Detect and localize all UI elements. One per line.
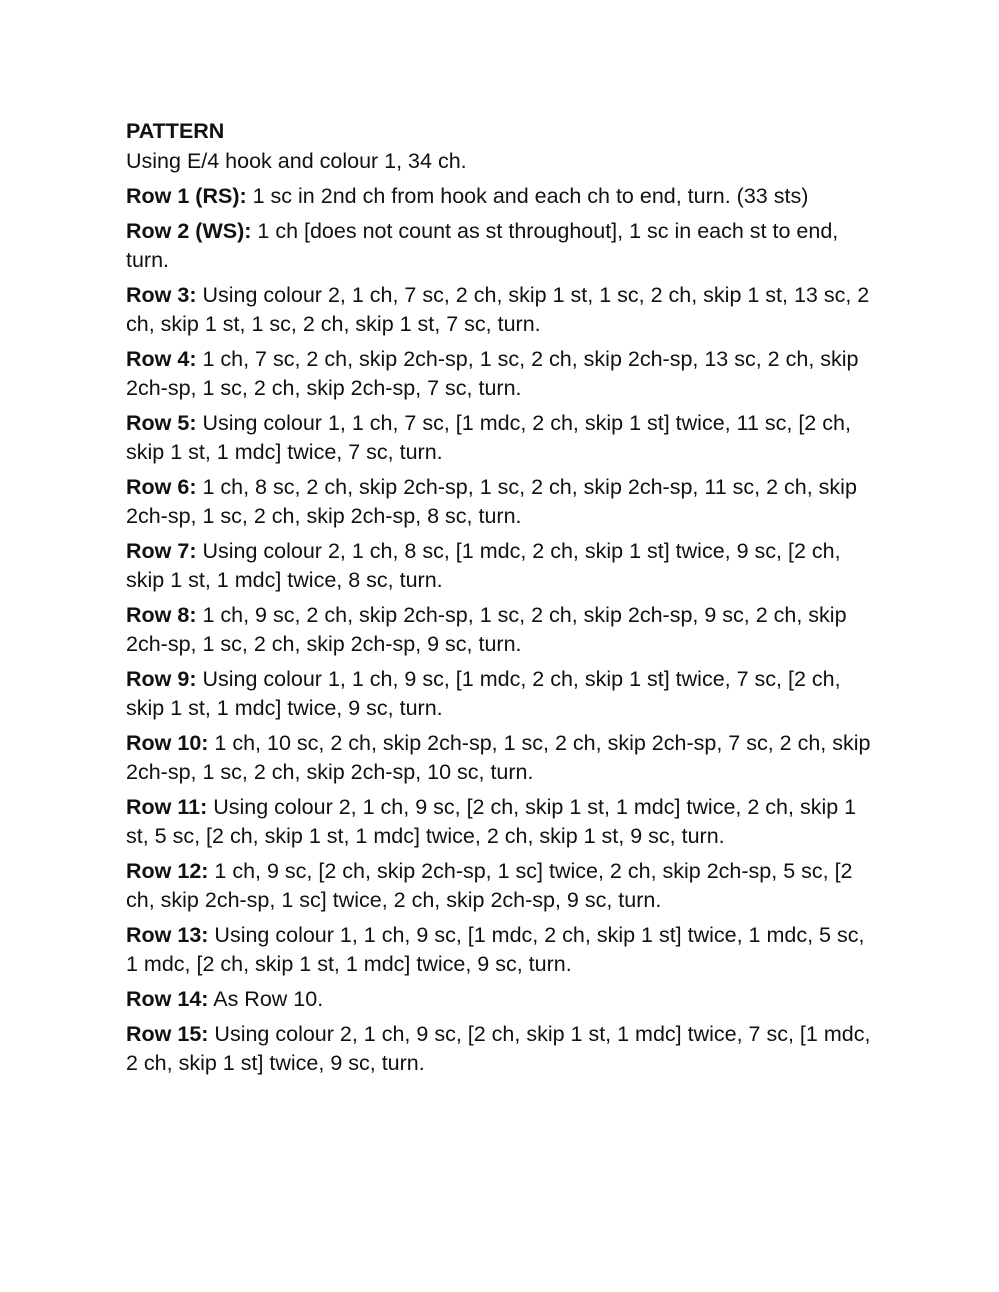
row-label: Row 5: bbox=[126, 411, 197, 435]
row-instructions: 1 ch, 9 sc, 2 ch, skip 2ch-sp, 1 sc, 2 ch, skip 2ch-sp, 9 sc, 2 ch, skip 2ch-sp, 1 sc, 2 ch, skip 2ch-sp, 9 sc, turn. bbox=[126, 603, 847, 656]
row-label: Row 4: bbox=[126, 347, 197, 371]
pattern-row bbox=[126, 793, 878, 851]
row-label: Row 15: bbox=[126, 1022, 209, 1046]
pattern-row bbox=[126, 857, 878, 915]
row-instructions: Using colour 1, 1 ch, 7 sc, [1 mdc, 2 ch, skip 1 st] twice, 11 sc, [2 ch, skip 1 st, 1 mdc] twice, 7 sc, turn. bbox=[126, 411, 851, 464]
pattern-document bbox=[126, 115, 878, 1084]
row-label: Row 1 (RS): bbox=[126, 184, 247, 208]
pattern-row bbox=[126, 409, 878, 467]
pattern-row bbox=[126, 345, 878, 403]
row-label: Row 3: bbox=[126, 283, 197, 307]
pattern-row bbox=[126, 217, 878, 275]
row-instructions: Using colour 2, 1 ch, 8 sc, [1 mdc, 2 ch, skip 1 st] twice, 9 sc, [2 ch, skip 1 st, 1 mdc] twice, 8 sc, turn. bbox=[126, 539, 841, 592]
row-label: Row 10: bbox=[126, 731, 209, 755]
pattern-row bbox=[126, 537, 878, 595]
row-instructions: Using colour 1, 1 ch, 9 sc, [1 mdc, 2 ch, skip 1 st] twice, 7 sc, [2 ch, skip 1 st, 1 mdc] twice, 9 sc, turn. bbox=[126, 667, 841, 720]
pattern-row bbox=[126, 182, 878, 211]
row-instructions: Using colour 2, 1 ch, 7 sc, 2 ch, skip 1 st, 1 sc, 2 ch, skip 1 st, 13 sc, 2 ch, skip 1 st, 1 sc, 2 ch, skip 1 st, 7 sc, turn. bbox=[126, 283, 870, 336]
pattern-row bbox=[126, 985, 878, 1014]
pattern-row bbox=[126, 665, 878, 723]
row-instructions: 1 ch, 10 sc, 2 ch, skip 2ch-sp, 1 sc, 2 ch, skip 2ch-sp, 7 sc, 2 ch, skip 2ch-sp, 1 sc, 2 ch, skip 2ch-sp, 10 sc, turn. bbox=[126, 731, 871, 784]
row-instructions: Using colour 1, 1 ch, 9 sc, [1 mdc, 2 ch, skip 1 st] twice, 1 mdc, 5 sc, 1 mdc, [2 ch, skip 1 st, 1 mdc] twice, 9 sc, turn. bbox=[126, 923, 865, 976]
row-instructions: As Row 10. bbox=[213, 987, 324, 1011]
pattern-row bbox=[126, 729, 878, 787]
row-instructions: 1 ch, 9 sc, [2 ch, skip 2ch-sp, 1 sc] twice, 2 ch, skip 2ch-sp, 5 sc, [2 ch, skip 2ch-sp, 1 sc] twice, 2 ch, skip 2ch-sp, 9 sc, turn. bbox=[126, 859, 853, 912]
row-label: Row 14: bbox=[126, 987, 209, 1011]
pattern-row bbox=[126, 281, 878, 339]
row-instructions: 1 ch [does not count as st throughout], 1 sc in each st to end, turn. bbox=[126, 219, 839, 272]
row-label: Row 8: bbox=[126, 603, 197, 627]
row-label: Row 6: bbox=[126, 475, 197, 499]
pattern-row bbox=[126, 1020, 878, 1078]
row-instructions: 1 ch, 8 sc, 2 ch, skip 2ch-sp, 1 sc, 2 ch, skip 2ch-sp, 11 sc, 2 ch, skip 2ch-sp, 1 sc, 2 ch, skip 2ch-sp, 8 sc, turn. bbox=[126, 475, 857, 528]
pattern-row bbox=[126, 473, 878, 531]
row-label: Row 12: bbox=[126, 859, 209, 883]
section-heading: PATTERN bbox=[126, 119, 225, 143]
row-instructions: 1 ch, 7 sc, 2 ch, skip 2ch-sp, 1 sc, 2 ch, skip 2ch-sp, 13 sc, 2 ch, skip 2ch-sp, 1 sc, 2 ch, skip 2ch-sp, 7 sc, turn. bbox=[126, 347, 859, 400]
row-label: Row 13: bbox=[126, 923, 209, 947]
row-label: Row 7: bbox=[126, 539, 197, 563]
pattern-row bbox=[126, 601, 878, 659]
row-label: Row 9: bbox=[126, 667, 197, 691]
row-instructions: Using colour 2, 1 ch, 9 sc, [2 ch, skip 1 st, 1 mdc] twice, 2 ch, skip 1 st, 5 sc, [2 ch, skip 1 st, 1 mdc] twice, 2 ch, skip 1 st, 9 sc, turn. bbox=[126, 795, 857, 848]
row-label: Row 2 (WS): bbox=[126, 219, 252, 243]
row-instructions: Using colour 2, 1 ch, 9 sc, [2 ch, skip 1 st, 1 mdc] twice, 7 sc, [1 mdc, 2 ch, skip 1 st] twice, 9 sc, turn. bbox=[126, 1022, 871, 1075]
row-label: Row 11: bbox=[126, 795, 208, 819]
intro-text: Using E/4 hook and colour 1, 34 ch. bbox=[126, 149, 467, 173]
row-instructions: 1 sc in 2nd ch from hook and each ch to end, turn. (33 sts) bbox=[252, 184, 809, 208]
pattern-row bbox=[126, 921, 878, 979]
